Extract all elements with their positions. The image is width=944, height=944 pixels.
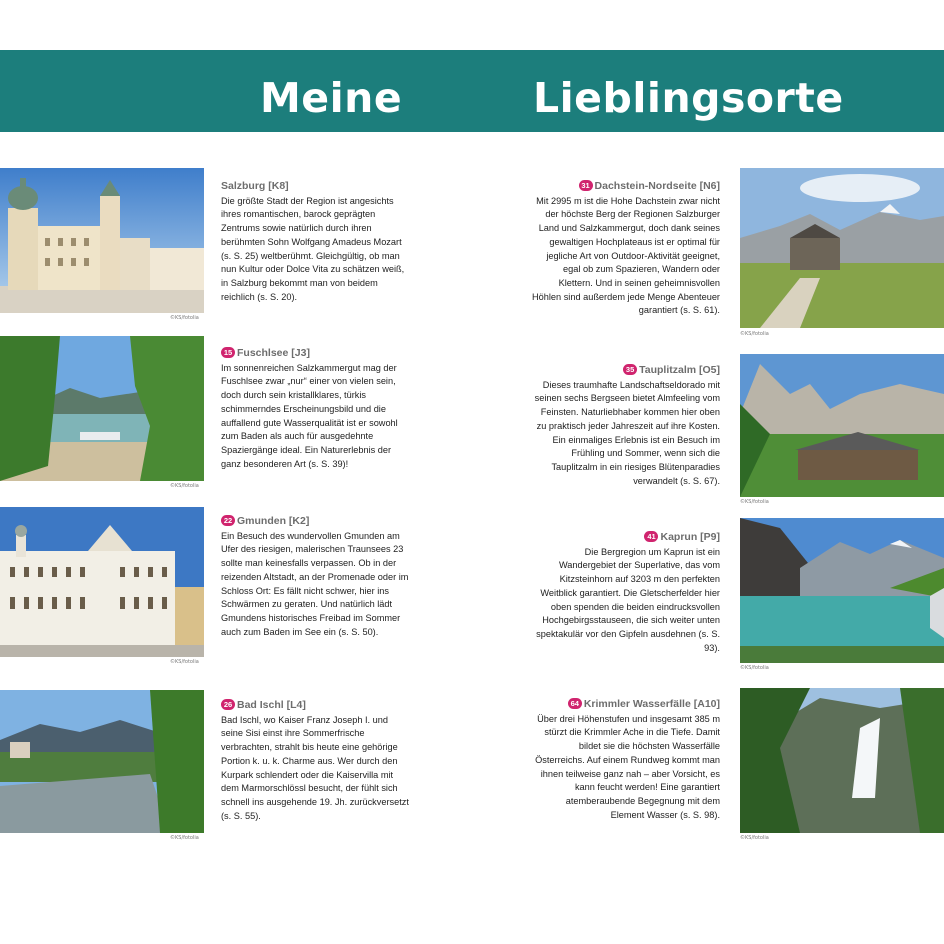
- entry-heading: [530, 364, 720, 378]
- photo-credit: ©KS/fotolia: [170, 483, 199, 489]
- entry-text: Ein Besuch des wundervollen Gmunden am Ufer des riesigen, malerischen Traunsees 23 sollte man keinesfalls verpassen. Ob in der reizenden Altstadt, an der Promenade oder im Schloss Ort: Es fällt nicht schwer, hier ins Schwärmen zu geraten. Und natürlich lädt Gmundens historisches Freibad im Sommer auch zum Baden im See ein (s. S. 50).: [221, 530, 409, 637]
- entry-title: Krimmler Wasserfälle: [583, 698, 691, 710]
- entry-heading: [530, 180, 720, 194]
- map-ref: [A10]: [693, 698, 720, 710]
- photo-credit: ©KS/fotolia: [740, 665, 769, 671]
- entry-text: Bad Ischl, wo Kaiser Franz Joseph I. und seine Sisi einst ihre Sommerfrische verbrachten, strahlt bis heute eine gehörige Portion k. u. k. Charme aus. Wer durch den Kurpark schlendert oder die Kaiservilla mit dem Marmorschlössl besucht, der fühlt sich schnell ins ausgehende 19. Jh. zurückversetzt (s. S. 55).: [221, 714, 409, 821]
- entry-text: Dieses traumhafte Landschaftseldorado mit seinen sechs Bergseen bietet Almfeeling vom Feinsten. Naturliebhaber kommen hier oben zu praktisch jeder Jahreszeit auf ihre Kosten. Ein einmaliges Erlebnis ist ein Besuch im Frühling und Sommer, wenn sich die Tauplitzalm in ein riesiges Blütenparadies verwandelt (s. S. 67).: [534, 379, 720, 486]
- entry-number-badge: 22: [221, 515, 235, 526]
- photo-salzburg: [0, 168, 204, 313]
- photo-dachstein: [740, 168, 944, 328]
- entry-tauplitzalm: [530, 364, 720, 488]
- entry-number-badge: 41: [644, 531, 658, 542]
- entry-fuschlsee: [221, 347, 411, 471]
- entry-number-badge: 15: [221, 347, 235, 358]
- entry-krimmler: [530, 698, 720, 822]
- photo-credit: ©KS/fotolia: [740, 331, 769, 337]
- entry-number-badge: 64: [568, 698, 582, 709]
- photo-kaprun: [740, 518, 944, 663]
- photo-fuschlsee: [0, 336, 204, 481]
- entry-bad-ischl: [221, 699, 411, 823]
- entry-gmunden: [221, 515, 411, 639]
- map-ref: [L4]: [286, 699, 306, 711]
- photo-credit: ©KS/fotolia: [170, 835, 199, 841]
- entry-title: Gmunden: [237, 515, 286, 527]
- entry-title: Dachstein-Nordseite: [594, 180, 697, 192]
- photo-credit: ©KS/fotolia: [740, 499, 769, 505]
- title-left: Meine: [260, 74, 403, 122]
- photo-gmunden: [0, 507, 204, 657]
- entry-heading: [221, 515, 411, 529]
- entry-title: Tauplitzalm: [639, 364, 697, 376]
- map-ref: [K2]: [288, 515, 310, 527]
- entry-title: Kaprun: [660, 531, 698, 543]
- photo-credit: ©KS/fotolia: [170, 659, 199, 665]
- entry-kaprun: [530, 531, 720, 655]
- entry-heading: [530, 531, 720, 545]
- entry-text: Die größte Stadt der Region ist angesichts ihres romantischen, barock geprägten Zentrums sowie natürlich durch ihren berühmten Sohn Wolfgang Amadeus Mozart (s. S. 25) weltberühmt. Gleichgültig, ob man nun Kultur oder Dolce Vita zu schätzen weiß, in Salzburg bekommt man von beidem reichlich (s. S. 20).: [221, 195, 405, 302]
- map-ref: [O5]: [699, 364, 720, 376]
- entry-title: Bad Ischl: [237, 699, 284, 711]
- entry-text: Die Bergregion um Kaprun ist ein Wandergebiet der Superlative, das vom Kitzsteinhorn auf 3203 m den perfekten Weitblick garantiert. Die Gletscherfelder hier oben spenden die beiden eindrucksvollen Hochgebirgsstauseen, die sich weiter unten spektakulär vor den Gipfeln ausdehnen (s. S. 93).: [536, 546, 720, 653]
- map-ref: [P9]: [700, 531, 720, 543]
- entry-text: Über drei Höhenstufen und insgesamt 385 m stürzt die Krimmler Ache in die Tiefe. Damit bildet sie die höchsten Wasserfälle Österreichs. Auf einem Rundweg kommt man ihnen teilweise ganz nah – aber Vorsicht, es kann feucht werden! Eine garantiert atemberaubende Begegnung mit dem Element Wasser (s. S. 98).: [535, 713, 720, 820]
- photo-tauplitzalm: [740, 354, 944, 497]
- photo-credit: ©KS/fotolia: [740, 835, 769, 841]
- entry-number-badge: 26: [221, 699, 235, 710]
- entry-number-badge: 31: [579, 180, 593, 191]
- map-ref: [K8]: [268, 180, 289, 192]
- photo-krimmler: [740, 688, 944, 833]
- map-ref: [N6]: [699, 180, 720, 192]
- entry-heading: [221, 699, 411, 713]
- photo-credit: ©KS/fotolia: [170, 315, 199, 321]
- entry-heading: [221, 347, 411, 361]
- entry-number-badge: 35: [623, 364, 637, 375]
- entry-dachstein: [530, 180, 720, 318]
- entry-heading: [221, 180, 411, 194]
- map-ref: [J3]: [291, 347, 310, 359]
- entry-text: Mit 2995 m ist die Hohe Dachstein zwar nicht der höchste Berg der Regionen Salzburger Land und Salzkammergut, doch dank seines gewaltigen Hochplateaus ist er optimal für jegliche Art von Outdoor-Aktivität geeignet, egal ob zum Spazieren, Wandern oder Klettern. Und in seinen geheimnisvollen Höhlen sind außerdem jede Menge Abenteuer garantiert (s. S. 61).: [532, 195, 720, 316]
- entry-text: Im sonnenreichen Salzkammergut mag der Fuschlsee zwar „nur“ einer von vielen sein, doch durch sein kristallklares, türkis schimmerndes Erscheinungsbild und die auffallend gute Wasserqualität ist er sowohl zum Baden als auch für ausgedehnte Spaziergänge ideal. Ein Naturerlebnis der ganz besonderen Art (s. S. 39)!: [221, 362, 398, 469]
- entry-title: Fuschlsee: [237, 347, 289, 359]
- title-right: Lieblingsorte: [533, 74, 844, 122]
- photo-bad-ischl: [0, 690, 204, 833]
- entry-heading: [530, 698, 720, 712]
- entry-salzburg: [221, 180, 411, 304]
- entry-title: Salzburg: [221, 180, 266, 192]
